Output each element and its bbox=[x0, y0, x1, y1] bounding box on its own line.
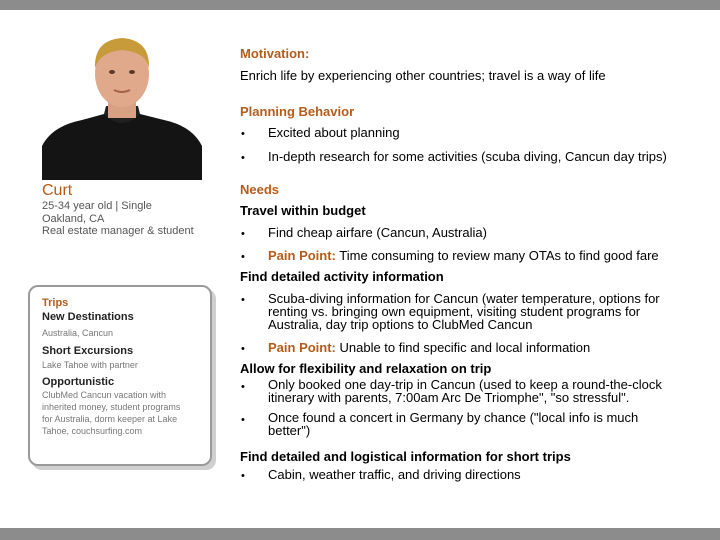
pain-point-text: Time consuming to review many OTAs to find good fare bbox=[335, 248, 659, 263]
need-bullet bbox=[268, 340, 590, 355]
need-title: Find detailed activity information bbox=[240, 269, 444, 284]
trip-title: Short Excursions bbox=[42, 345, 134, 357]
need-bullet-line: better") bbox=[268, 423, 311, 438]
bullet: • bbox=[241, 251, 245, 263]
trip-subtitle: ClubMed Cancun vacation with bbox=[42, 390, 167, 400]
need-bullet-line: Only booked one day-trip in Cancun (used to keep a round-the-clock bbox=[268, 377, 662, 392]
planning-heading: Planning Behavior bbox=[240, 104, 355, 119]
need-bullet: Cabin, weather traffic, and driving directions bbox=[268, 467, 521, 482]
need-bullet bbox=[268, 411, 638, 437]
motivation-heading: Motivation: bbox=[240, 46, 310, 61]
planning-bullet: In-depth research for some activities (scuba diving, Cancun day trips) bbox=[268, 149, 667, 164]
planning-bullet: Excited about planning bbox=[268, 125, 400, 140]
pain-point-label: Pain Point: bbox=[268, 248, 336, 263]
needs-heading: Needs bbox=[240, 182, 280, 197]
pain-point-label: Pain Point: bbox=[268, 340, 336, 355]
need-title: Find detailed and logistical information for short trips bbox=[240, 449, 571, 464]
trip-title: New Destinations bbox=[42, 311, 134, 323]
bullet: • bbox=[241, 294, 245, 306]
need-title: Travel within budget bbox=[240, 203, 366, 218]
trip-title: Opportunistic bbox=[42, 376, 115, 388]
persona-name: Curt bbox=[42, 182, 73, 199]
need-bullet bbox=[268, 292, 660, 331]
motivation-text: Enrich life by experiencing other countries; travel is a way of life bbox=[240, 68, 606, 83]
bullet: • bbox=[241, 381, 245, 393]
bullet: • bbox=[241, 228, 245, 240]
bottom-bar bbox=[0, 528, 720, 540]
need-bullet-line: Australia, day trip options to ClubMed Cancun bbox=[268, 317, 533, 332]
bullet: • bbox=[241, 343, 245, 355]
persona-age-status: 25-34 year old | Single bbox=[42, 200, 152, 212]
trip-subtitle: Australia, Cancun bbox=[42, 328, 114, 338]
need-bullet-line: Scuba-diving information for Cancun (water temperature, options for bbox=[268, 291, 660, 306]
persona-details bbox=[42, 200, 194, 238]
trip-subtitle: inherited money, student programs bbox=[42, 402, 181, 412]
need-bullet bbox=[268, 248, 659, 263]
need-bullet-line: renting vs. bringing own equipment, visiting student programs for bbox=[268, 304, 641, 319]
trip-subtitle: for Australia, dorm keeper at Lake bbox=[42, 414, 178, 424]
need-bullet bbox=[268, 378, 662, 404]
need-title: Allow for flexibility and relaxation on trip bbox=[240, 361, 492, 376]
persona-occupation: Real estate manager & student bbox=[42, 225, 194, 237]
persona-location: Oakland, CA bbox=[42, 212, 105, 225]
bullet: • bbox=[241, 414, 245, 426]
bullet: • bbox=[241, 470, 245, 482]
trip-subtitle: Lake Tahoe with partner bbox=[42, 360, 138, 370]
trips-heading: Trips bbox=[42, 297, 69, 309]
need-bullet: Find cheap airfare (Cancun, Australia) bbox=[268, 225, 487, 240]
trip-subtitle: Tahoe, couchsurfing.com bbox=[42, 426, 143, 436]
trips-card bbox=[28, 285, 212, 466]
persona-photo bbox=[42, 28, 202, 180]
bullet: • bbox=[241, 128, 245, 140]
top-bar bbox=[0, 0, 720, 10]
need-bullet-line: itinerary with parents, 7:00am Arc De Triomphe", "so stressful". bbox=[268, 390, 630, 405]
bullet: • bbox=[241, 152, 245, 164]
need-bullet-line: Once found a concert in Germany by chance ("local info is much bbox=[268, 410, 639, 425]
pain-point-text: Unable to find specific and local information bbox=[335, 340, 591, 355]
